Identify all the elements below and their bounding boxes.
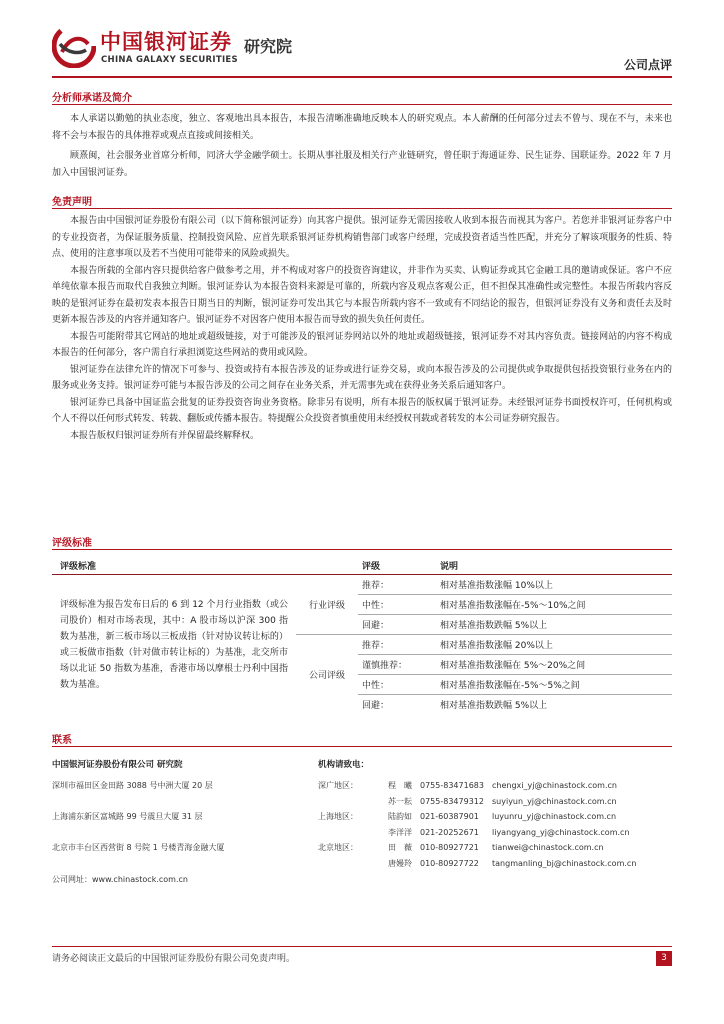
- address-shanghai: 上海浦东新区富城路 99 号震旦大厦 31 层: [52, 812, 203, 821]
- address-shenzhen: 深圳市福田区金田路 3088 号中洲大厦 20 层: [52, 781, 213, 790]
- rating-desc: 相对基准指数涨幅 10%以上: [436, 575, 672, 595]
- rating-table: [52, 556, 672, 714]
- company-logo-icon: [52, 24, 96, 68]
- rating-section-title: 评级标准: [52, 538, 92, 549]
- contact-phone: 010-80927721: [420, 843, 479, 852]
- rating-desc: 相对基准指数涨幅 20%以上: [436, 635, 672, 655]
- company-name-en: CHINA GALAXY SECURITIES: [101, 55, 238, 65]
- sales-header: 机构请致电：: [318, 760, 370, 770]
- contact-email[interactable]: tianwei@chinastock.com.cn: [492, 843, 604, 852]
- rating-header-desc: 说明: [436, 556, 672, 575]
- region-label: 北京地区：: [318, 843, 358, 852]
- contact-name: 苏一耘: [388, 797, 412, 806]
- disclaimer-paragraph: 本报告版权归银河证券所有并保留最终解释权。: [70, 430, 260, 441]
- rating-desc: 相对基准指数跌幅 5%以上: [440, 701, 548, 711]
- institute-label: 研究院: [244, 37, 293, 56]
- address-beijing: 北京市丰台区西营街 8 号院 1 号楼青海金融大厦: [52, 843, 225, 852]
- rating-header-rating: 评级: [358, 556, 436, 575]
- footer-divider: [52, 946, 672, 947]
- contact-name: 陆韵如: [388, 812, 412, 821]
- contact-phone: 021-60387901: [420, 812, 479, 821]
- disclaimer-section-title: 免责声明: [52, 197, 92, 208]
- disclaimer-paragraph: 本报告可能附带其它网站的地址或超级链接，对于可能涉及的银河证券网站以外的地址或超级链接，银河证券不对其内容负责。链接网站的内容不构成本报告的任何部分，客户需自行承担浏览这些网站的费用或风险。: [52, 331, 672, 358]
- rating-desc: 相对基准指数涨幅在-5%～5%之间: [436, 675, 672, 695]
- rating-value: 推荐：: [358, 635, 436, 655]
- contact-phone: 021-20252671: [420, 828, 479, 837]
- rating-header-standard: 评级标准: [52, 556, 296, 575]
- analyst-paragraphs: [52, 111, 672, 181]
- rating-standard-text: 评级标准为报告发布日后的 6 到 12 个月行业指数（或公司股价）相对市场表现，其中：A 股市场以沪深 300 指数为基准，新三板市场以三板成指（针对协议转让标的）或三板做市指数（针对做市转让标的）为基准，北交所市场以北证 50 指数为基准，香港市场以摩根士丹利中国指数为基准。: [60, 599, 288, 690]
- company-website[interactable]: 公司网址：www.chinastock.com.cn: [52, 875, 188, 884]
- analyst-section-divider: [52, 104, 672, 105]
- contact-section-title: 联系: [52, 735, 72, 746]
- disclaimer-paragraph: 银河证券已具备中国证监会批复的证券投资咨询业务资格。除非另有说明，所有本报告的版权属于银河证券。未经银河证券书面授权许可，任何机构或个人不得以任何形式转发、转载、翻版或传播本报告。特提醒公众投资者慎重使用未经授权刊载或者转发的本公司证券研究报告。: [52, 397, 672, 424]
- page-number: 3: [656, 951, 672, 966]
- analyst-section-title: 分析师承诺及简介: [52, 93, 132, 104]
- contact-email[interactable]: liyangyang_yj@chinastock.com.cn: [492, 828, 630, 837]
- contact-email[interactable]: chengxi_yj@chinastock.com.cn: [492, 781, 617, 790]
- contact-email[interactable]: luyunru_yj@chinastock.com.cn: [492, 812, 617, 821]
- rating-desc: 相对基准指数涨幅在-5%～10%之间: [436, 595, 672, 615]
- company-name-cn: 中国银河证券: [100, 30, 232, 54]
- rating-value: 回避：: [358, 615, 436, 635]
- industry-rating-label: 行业评级: [296, 575, 358, 635]
- rating-value: 回避：: [362, 701, 390, 711]
- contact-section-divider: [52, 746, 672, 747]
- analyst-commitment: 本人承诺以勤勉的执业态度，独立、客观地出具本报告，本报告清晰准确地反映本人的研究观点。本人薪酬的任何部分过去不曾与、现在不与，未来也将不会与本报告的具体推荐或观点直接或间接相关。: [52, 114, 672, 141]
- rating-value: 中性：: [358, 675, 436, 695]
- rating-value: 推荐：: [358, 575, 436, 595]
- region-label: 深广地区：: [318, 781, 358, 790]
- header-divider: [52, 76, 672, 78]
- contact-email[interactable]: tangmanling_bj@chinastock.com.cn: [492, 859, 637, 868]
- footer-disclaimer: 请务必阅读正文最后的中国银河证券股份有限公司免责声明。: [52, 954, 296, 964]
- contact-company-name: 中国银河证券股份有限公司 研究院: [52, 760, 183, 770]
- contact-phone: 0755-83471683: [420, 781, 484, 790]
- region-label: 上海地区：: [318, 812, 358, 821]
- disclaimer-paragraphs: [52, 213, 672, 444]
- contact-name: 程 曦: [388, 781, 412, 790]
- rating-section-divider: [52, 549, 672, 550]
- table-row: [52, 575, 672, 595]
- contact-name: 李洋洋: [388, 828, 412, 837]
- contact-name: 田 薇: [388, 843, 412, 852]
- report-type: 公司点评: [623, 58, 672, 72]
- disclaimer-paragraph: 本报告由中国银河证券股份有限公司（以下简称银河证券）向其客户提供。银河证券无需因接收人收到本报告而视其为客户。若您并非银河证券客户中的专业投资者，为保证服务质量、控制投资风险、应首先联系银河证券机构销售部门或客户经理，完成投资者适当性匹配，并充分了解该项服务的性质、特点、使用的注意事项以及若不当使用可能带来的风险或损失。: [52, 216, 672, 259]
- disclaimer-paragraph: 本报告所载的全部内容只提供给客户做参考之用，并不构成对客户的投资咨询建议，并非作为买卖、认购证券或其它金融工具的邀请或保证。客户不应单纯依靠本报告而取代自我独立判断。银河证券认为本报告资料来源是可靠的，所载内容及观点客观公正，但不担保其准确性或完整性。本报告所载内容反映的是银河证券在最初发表本报告日期当日的判断，银河证券可发出其它与本报告所载内容不一致或有不同结论的报告，但银河证券没有义务和责任去及时更新本报告涉及的内容并通知客户。银河证券不对因客户使用本报告而导致的损失负任何责任。: [52, 265, 672, 325]
- disclaimer-section-divider: [52, 208, 672, 209]
- rating-desc: 相对基准指数涨幅在 5%～20%之间: [436, 655, 672, 675]
- contact-phone: 0755-83479312: [420, 797, 484, 806]
- analyst-bio: 顾熹闽，社会服务业首席分析师，同济大学金融学硕士。长期从事社服及相关行产业链研究，曾任职于海通证券、民生证券、国联证券。2022 年 7 月加入中国银河证券。: [52, 151, 672, 178]
- rating-value: 中性：: [358, 595, 436, 615]
- rating-desc: 相对基准指数跌幅 5%以上: [436, 615, 672, 635]
- contact-name: 唐嫚羚: [388, 859, 412, 868]
- rating-table-header: [52, 556, 672, 575]
- disclaimer-paragraph: 银河证券在法律允许的情况下可参与、投资或持有本报告涉及的证券或进行证券交易，或向本报告涉及的公司提供或争取提供包括投资银行业务在内的服务或业务支持。银河证券可能与本报告涉及的公司之间存在业务关系，并无需事先或在获得业务关系后通知客户。: [52, 364, 672, 391]
- contact-email[interactable]: suyiyun_yj@chinastock.com.cn: [492, 797, 617, 806]
- rating-value: 谨慎推荐：: [358, 655, 436, 675]
- company-rating-label: 公司评级: [308, 671, 345, 681]
- contact-phone: 010-80927722: [420, 859, 479, 868]
